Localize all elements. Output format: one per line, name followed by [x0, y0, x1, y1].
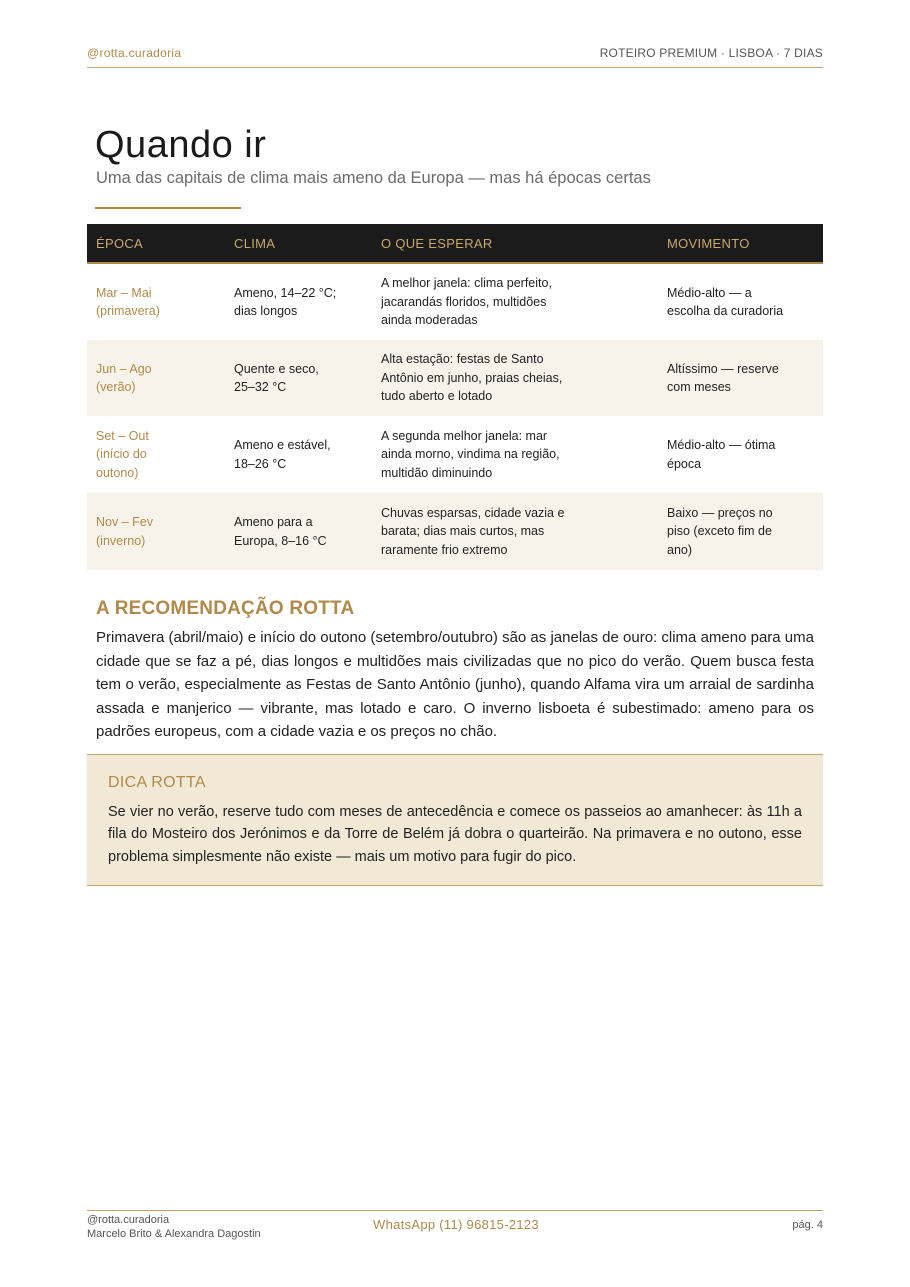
- season-table: [87, 224, 823, 570]
- tip-box: [87, 754, 823, 886]
- cell-epoch: Mar – Mai (primavera): [96, 285, 160, 318]
- tip-body: Se vier no verão, reserve tudo com meses de antecedência e comece os passeios ao amanhecer: às 11h a fila do Mosteiro dos Jerónimos e da Torre de Belém já dobra o quarteirão. Na primavera e no outono, esse problema simplesmente não existe — mais um motivo para fugir do pico.: [108, 804, 802, 865]
- footer-contact: WhatsApp (11) 96815-2123: [373, 1217, 539, 1232]
- title-underline: [95, 207, 241, 209]
- column-header-movement: MOVIMENTO: [667, 235, 750, 251]
- cell-expect: A melhor janela: clima perfeito, jacarandás floridos, multidões ainda moderadas: [381, 276, 552, 328]
- cell-movement: Baixo — preços no piso (exceto fim de ano): [667, 505, 773, 557]
- cell-expect: Chuvas esparsas, cidade vazia e barata; dias mais curtos, mas raramente frio extremo: [381, 505, 565, 557]
- page-subtitle: Uma das capitais de clima mais ameno da Europa — mas há épocas certas: [96, 169, 651, 187]
- cell-epoch: Set – Out (início do outono): [96, 428, 149, 480]
- table-row: [87, 340, 823, 416]
- cell-climate: Ameno, 14–22 °C; dias longos: [234, 285, 337, 318]
- cell-movement: Médio-alto — ótima época: [667, 438, 776, 471]
- table-row: [87, 264, 823, 340]
- table-row: [87, 416, 823, 493]
- header-handle: @rotta.curadoria: [87, 46, 182, 60]
- table-row: [87, 493, 823, 570]
- cell-epoch: Jun – Ago (verão): [96, 361, 152, 394]
- cell-movement: Médio-alto — a escolha da curadoria: [667, 285, 784, 318]
- page-number: pág. 4: [792, 1219, 823, 1231]
- recommendation-title: A RECOMENDAÇÃO ROTTA: [96, 598, 355, 619]
- cell-movement: Altíssimo — reserve com meses: [667, 361, 779, 394]
- cell-climate: Ameno para a Europa, 8–16 °C: [234, 515, 327, 548]
- header-doc-label: ROTEIRO PREMIUM · LISBOA · 7 DIAS: [599, 46, 823, 60]
- cell-epoch: Nov – Fev (inverno): [96, 515, 153, 548]
- cell-expect: A segunda melhor janela: mar ainda morno, vindima na região, multidão diminuindo: [381, 428, 560, 480]
- cell-climate: Quente e seco, 25–32 °C: [234, 361, 319, 394]
- page-header: [87, 46, 823, 68]
- footer-handle: @rotta.curadoria: [87, 1214, 170, 1226]
- page-title: Quando ir: [95, 124, 267, 166]
- page-footer: [87, 1210, 823, 1250]
- column-header-expect: O QUE ESPERAR: [381, 235, 493, 251]
- tip-title: DICA ROTTA: [108, 774, 206, 791]
- recommendation-body: Primavera (abril/maio) e início do outono (setembro/outubro) são as janelas de ouro: clima ameno para uma cidade que se faz a pé, dias longos e multidões mais civilizadas que no pico do verão. Quem busca festa tem o verão, especialmente as Festas de Santo Antônio (junho), quando Alfama vira um arraial de sardinha assada e manjerico — vibrante, mas lotado e caro. O inverno lisboeta é subestimado: ameno para os padrões europeus, com a cidade vazia e os preços no chão.: [96, 629, 814, 741]
- table-header: [87, 224, 823, 264]
- cell-expect: Alta estação: festas de Santo Antônio em junho, praias cheias, tudo aberto e lotado: [381, 352, 563, 404]
- column-header-climate: CLIMA: [234, 235, 276, 251]
- footer-authors: Marcelo Brito & Alexandra Dagostin: [87, 1228, 261, 1240]
- cell-climate: Ameno e estável, 18–26 °C: [234, 438, 331, 471]
- footer-credits: [87, 1213, 261, 1241]
- column-header-epoch: ÉPOCA: [96, 235, 144, 251]
